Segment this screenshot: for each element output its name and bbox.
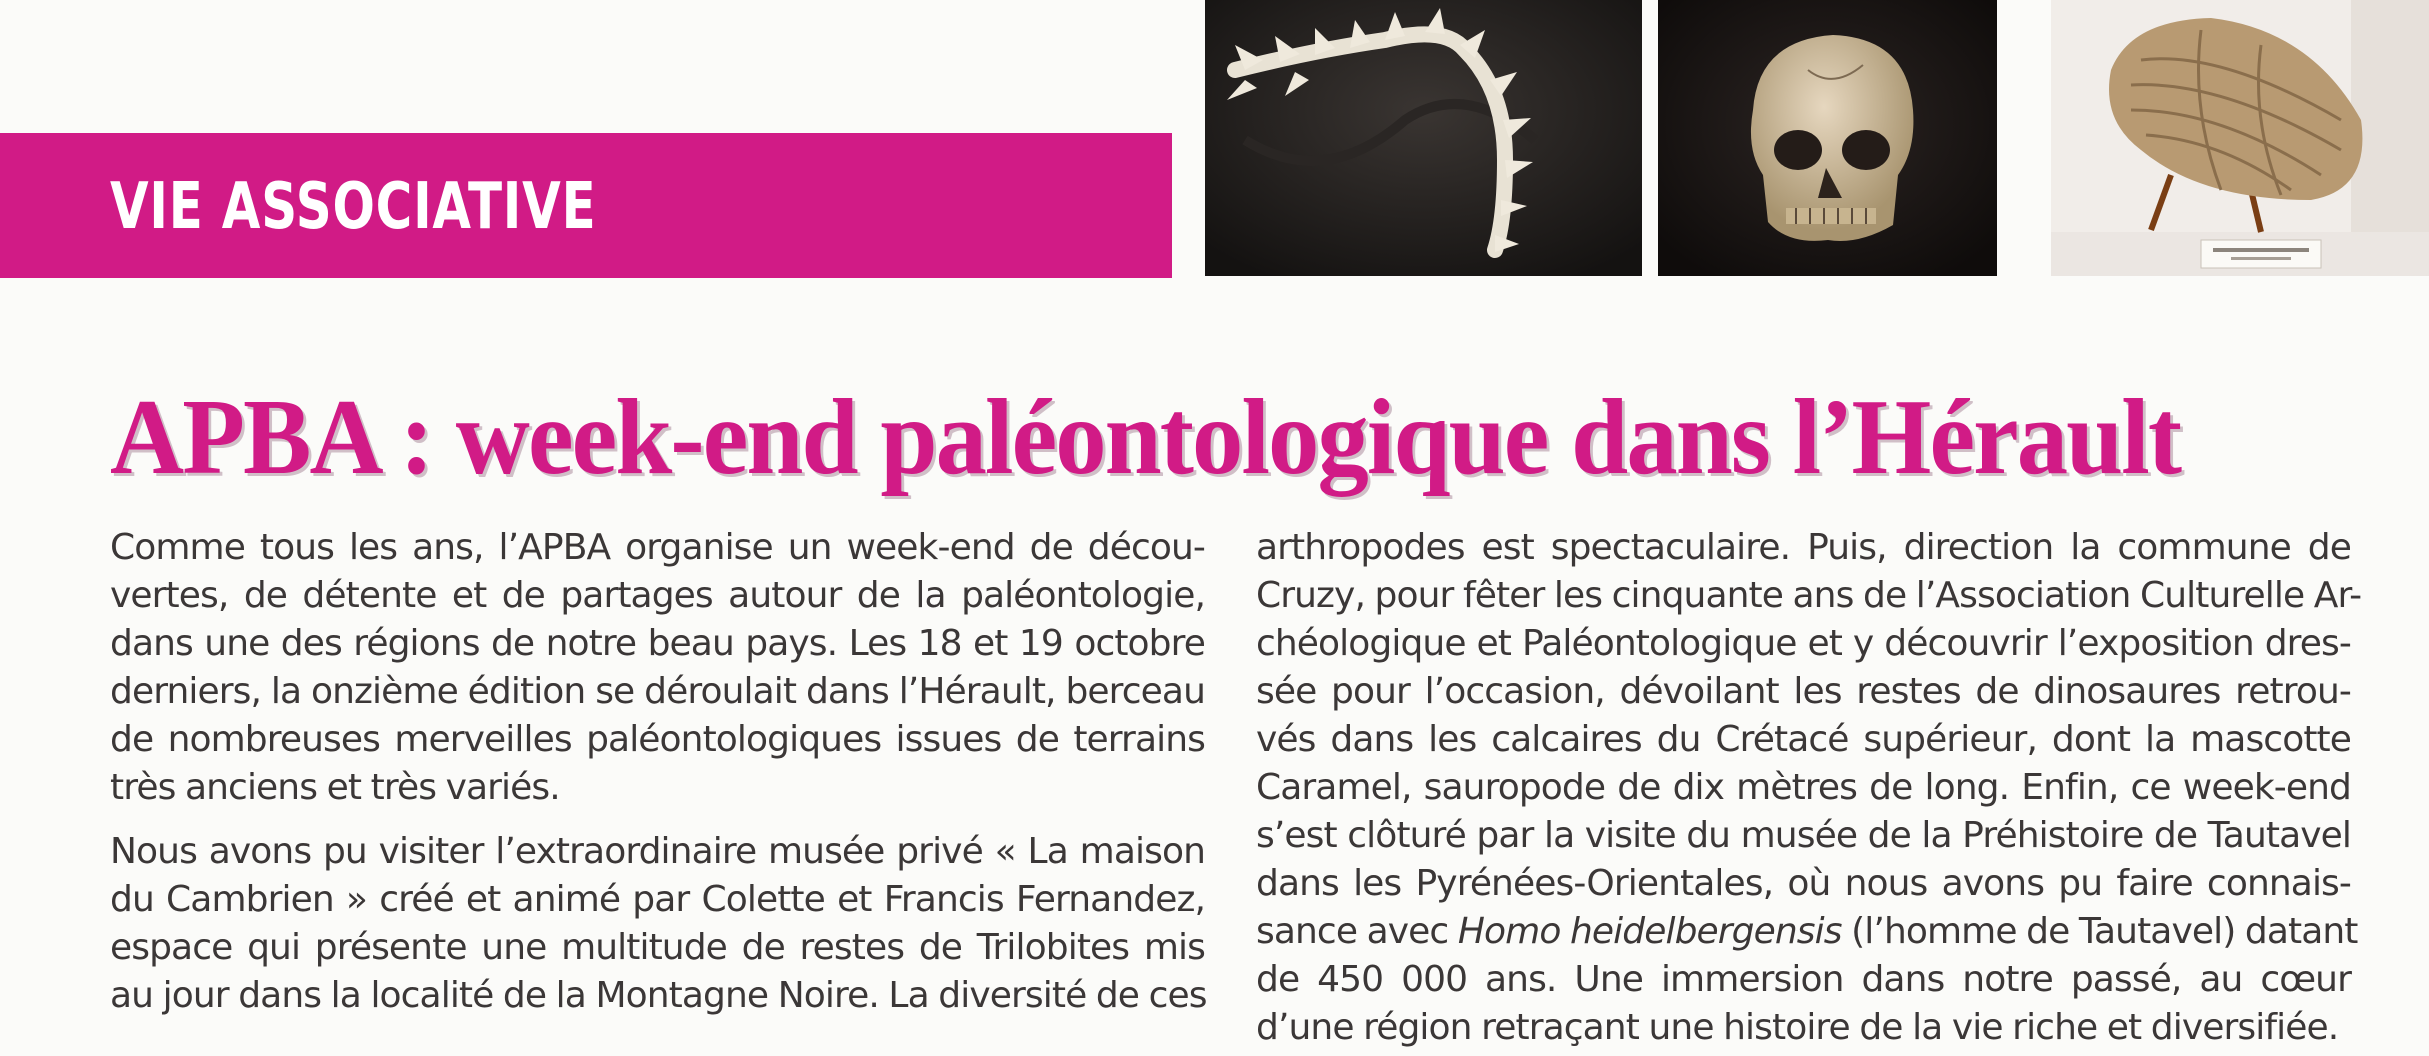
text-segment: (l’homme de Tautavel) datant: [1841, 911, 2358, 952]
article-column-right: [1256, 524, 2362, 1052]
text-line: d’une région retraçant une histoire de la vie riche et diversifiée.: [1256, 1007, 2339, 1048]
text-line: sée pour l’occasion, dévoilant les restes de dinosaures retrou-: [1256, 671, 2351, 712]
text-segment: sance avec: [1256, 911, 1458, 952]
text-line: Cruzy, pour fêter les cinquante ans de l’Association Culturelle Ar-: [1256, 575, 2362, 616]
fossil-display-illustration: [2051, 0, 2429, 276]
species-name: Homo heidelbergensis: [1457, 911, 1842, 952]
text-line: dans les Pyrénées-Orientales, où nous avons pu faire connais-: [1256, 863, 2351, 904]
fossil-skull-illustration: [1658, 0, 1997, 276]
paragraph-continuation: [1256, 524, 2362, 1052]
text-line: chéologique et Paléontologique et y découvrir l’exposition dres-: [1256, 623, 2351, 664]
text-line: Comme tous les ans, l’APBA organise un week-end de décou-: [110, 527, 1205, 568]
text-line: au jour dans la localité de la Montagne Noire. La diversité de ces: [110, 975, 1207, 1016]
text-line: de nombreuses merveilles paléontologiques issues de terrains: [110, 719, 1205, 760]
text-line: arthropodes est spectaculaire. Puis, direction la commune de: [1256, 527, 2351, 568]
text-line: vertes, de détente et de partages autour de la paléontologie,: [110, 575, 1205, 616]
article-column-left: [110, 524, 1205, 1020]
text-line: du Cambrien » créé et animé par Colette et Francis Fernandez,: [110, 879, 1205, 920]
text-line: Nous avons pu visiter l’extraordinaire musée privé « La maison: [110, 831, 1205, 872]
text-line: s’est clôturé par la visite du musée de la Préhistoire de Tautavel: [1256, 815, 2351, 856]
text-line: très anciens et très variés.: [110, 767, 560, 808]
text-line: derniers, la onzième édition se déroulait dans l’Hérault, berceau: [110, 671, 1205, 712]
vertebral-column-illustration: [1205, 0, 1642, 276]
text-line: espace qui présente une multitude de restes de Trilobites mis: [110, 927, 1205, 968]
paragraph-museum: [110, 828, 1205, 1020]
text-line: de 450 000 ans. Une immersion dans notre passé, au cœur: [1256, 959, 2351, 1000]
section-band: [0, 133, 1172, 278]
photo-fossil-skull: [1658, 0, 1997, 276]
article-headline: APBA : week-end paléontologique dans l’Hérault: [110, 378, 2181, 497]
photo-vertebral-column: [1205, 0, 1642, 276]
text-line: Caramel, sauropode de dix mètres de long. Enfin, ce week-end: [1256, 767, 2351, 808]
text-line-species: [1256, 908, 2358, 956]
text-line: vés dans les calcaires du Crétacé supérieur, dont la mascotte: [1256, 719, 2351, 760]
paragraph-intro: [110, 524, 1205, 812]
photo-fossil-display: [2051, 0, 2429, 276]
section-label: VIE ASSOCIATIVE: [110, 170, 597, 244]
text-line: dans une des régions de notre beau pays. Les 18 et 19 octobre: [110, 623, 1205, 664]
